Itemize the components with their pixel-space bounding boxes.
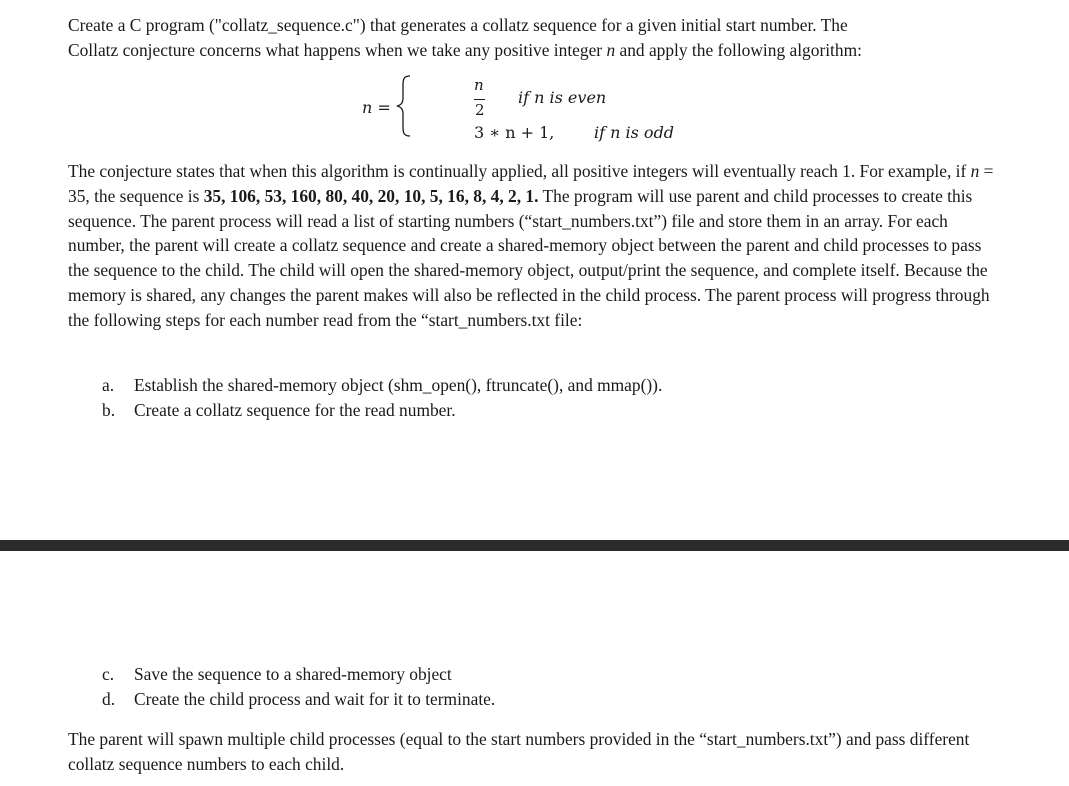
intro-line-2-end: and apply the following algorithm: [615,39,862,60]
final-paragraph: The parent will spawn multiple child processes (equal to the start numbers provided in the “start_numbers.txt”) and pass different collatz sequence numbers to each child. [68,729,970,774]
conjecture-paragraph [68,159,998,333]
intro-variable-n: n [606,39,616,60]
list-item-text: Create a collatz sequence for the read number. [134,400,456,420]
conjecture-text-2: = 35, the sequence is [68,161,994,206]
left-brace-icon [394,74,414,138]
steps-list-second [102,662,495,712]
list-marker: b. [102,400,116,420]
odd-condition: if n is odd [594,123,675,142]
list-item [102,373,662,398]
list-item [102,662,495,687]
conjecture-text-3: The program will use parent and child processes to create this sequence. The parent process will read a list of starting numbers (“start_numbers.txt”) file and store them in an array. For each number, the parent will create a collatz sequence and create a shared-memory object between the parent and child processes to pass the sequence to the child. The child will open the shared-memory object, output/print the sequence, and complete itself. Because the memory is shared, any changes the parent makes will also be reflected in the child process. The parent process will progress through the following steps for each number read from the “start_numbers.txt file: [68,185,990,330]
list-item-text: Create the child process and wait for it to terminate. [134,689,496,709]
intro-line-2-start: Collatz conjecture concerns what happens when we take any positive integer [68,39,607,60]
list-marker: d. [102,689,116,709]
list-marker: a. [102,375,115,395]
fraction-numerator: n [474,76,484,94]
steps-list-first [102,373,662,423]
list-item-text: Establish the shared-memory object (shm_open(), ftruncate(), and mmap()). [134,375,663,395]
list-item [102,687,495,712]
list-item-text: Save the sequence to a shared-memory object [134,664,452,684]
even-condition: if n is even [518,88,607,107]
intro-line-1: Create a C program ("collatz_sequence.c") that generates a collatz sequence for a given initial start number. The [68,15,848,35]
fraction-denominator: 2 [475,101,485,119]
odd-expression: 3 ∗ n + 1, [474,123,555,142]
conjecture-text-1: The conjecture states that when this algorithm is continually applied, all positive integers will eventually reach 1. For example, if [68,161,971,181]
fraction-bar [474,99,485,100]
list-marker: c. [102,664,115,684]
formula-lhs: n = [362,98,391,117]
conjecture-variable-n: n [970,161,980,181]
list-item [102,398,662,423]
collatz-formula [0,0,1069,150]
example-sequence: 35, 106, 53, 160, 80, 40, 20, 10, 5, 16, 8, 4, 2, 1. [203,185,539,206]
page-divider [0,540,1069,551]
